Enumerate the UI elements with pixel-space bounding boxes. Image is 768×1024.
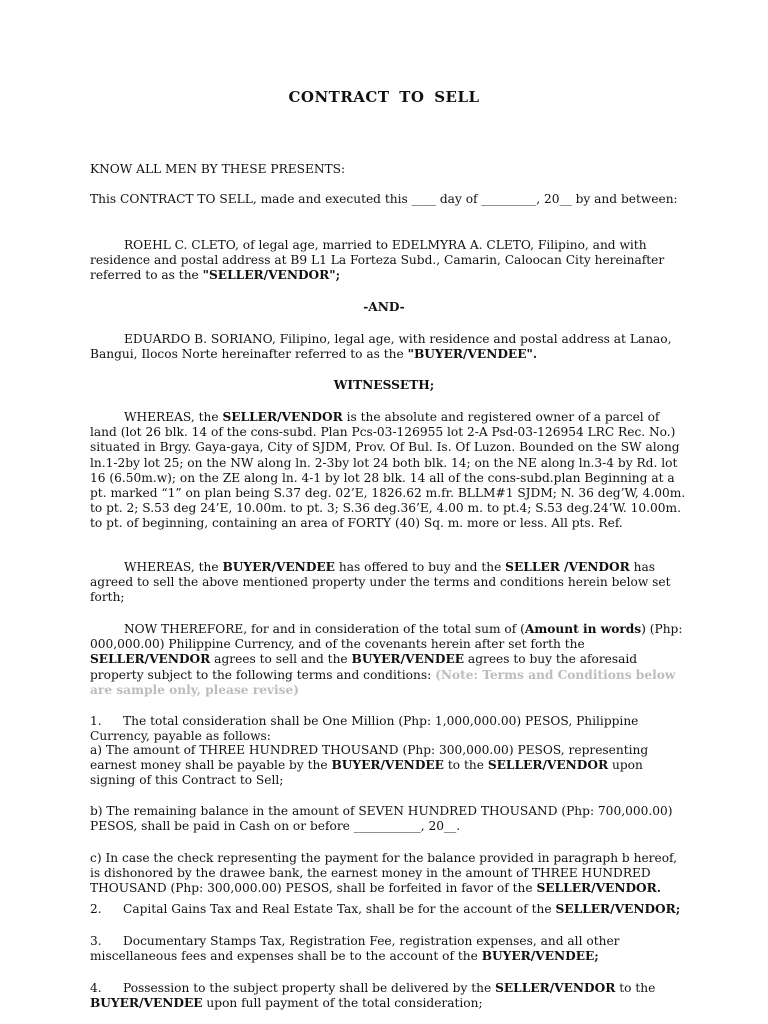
- whereas-offer-paragraph: WHEREAS, the BUYER/VENDEE has offered to buy and the SELLER /VENDOR has agreed to sell the above mentioned property under the terms and conditions herein below set forth;: [90, 560, 671, 605]
- term-1b: b) The remaining balance in the amount of SEVEN HUNDRED THOUSAND (Php: 700,000.00) PESOS, shall be paid in Cash on or before ___________, 20__.: [90, 804, 673, 834]
- witnesseth-heading: WITNESSETH;: [333, 378, 435, 392]
- now-therefore-paragraph: NOW THEREFORE, for and in consideration of the total sum of (Amount in words) (Php: 000,000.00) Philippine Currency, and of the covenants herein after set forth the SELLER/VENDOR agrees to sell and the BUYER/VENDEE agrees to buy the aforesaid property subject to the following terms and conditions: (Note: Terms and Conditions below are sample only, please revise): [90, 622, 683, 697]
- term-4: 4. Possession to the subject property shall be delivered by the SELLER/VENDOR to the BUYER/VENDEE upon full payment of the total consideration;: [90, 981, 656, 1011]
- term-1c: c) In case the check representing the payment for the balance provided in paragraph b hereof, is dishonored by the drawee bank, the earnest money in the amount of THREE HUNDRED THOUSAND (Php: 300,000.00) PESOS, shall be forfeited in favor of the SELLER/VENDOR.: [90, 851, 677, 896]
- term-3: 3. Documentary Stamps Tax, Registration Fee, registration expenses, and all other miscellaneous fees and expenses shall be to the account of the BUYER/VENDEE;: [90, 934, 620, 964]
- term-1: 1. The total consideration shall be One Million (Php: 1,000,000.00) PESOS, Philippine Currency, payable as follows:: [90, 714, 639, 744]
- whereas-ownership-paragraph: WHEREAS, the SELLER/VENDOR is the absolute and registered owner of a parcel of land (lot 26 blk. 14 of the cons-subd. Plan Pcs-03-126955 lot 2-A Psd-03-126954 LRC Rec. No.) situated in Brgy. Gaya-gaya, City of SJDM, Prov. Of Bul. Is. Of Luzon. Bounded on the SW along ln.1-2by lot 25; on the NW along ln. 2-3by lot 24 both blk. 14; on the NE along ln.3-4 by Rd. lot 16 (6.50m.w); on the ZE along ln. 4-1 by lot 28 blk. 14 all of the cons-subd.plan Beginning at a pt. marked “1” on plan being S.37 deg. 02’E, 1826.62 m.fr. BLLM#1 SJDM; N. 36 deg’W, 4.00m. to pt. 2; S.53 deg 24’E, 10.00m. to pt. 3; S.36 deg.36’E, 4.00 m. to pt.4; S.53 deg.24’W. 10.00m. to pt. of beginning, containing an area of FORTY (40) Sq. m. more or less. All pts. Ref.: [90, 410, 686, 531]
- seller-party-paragraph: ROEHL C. CLETO, of legal age, married to EDELMYRA A. CLETO, Filipino, and with residence and postal address at B9 L1 La Forteza Subd., Camarin, Caloocan City hereinafter referred to as the "SELLER/VENDOR";: [90, 238, 665, 283]
- seller-label: "SELLER/VENDOR";: [202, 268, 341, 283]
- document-title: CONTRACT TO SELL: [288, 88, 480, 106]
- intro-line: KNOW ALL MEN BY THESE PRESENTS:: [90, 162, 346, 176]
- revision-note: (Note: Terms and Conditions below are sample only, please revise): [90, 667, 676, 697]
- term-2: 2. Capital Gains Tax and Real Estate Tax, shall be for the account of the SELLER/VENDOR;: [90, 902, 681, 916]
- and-separator: -AND-: [363, 300, 405, 314]
- term-1a: a) The amount of THREE HUNDRED THOUSAND (Php: 300,000.00) PESOS, representing earnest money shall be payable by the BUYER/VENDEE to the SELLER/VENDOR upon signing of this Contract to Sell;: [90, 743, 649, 788]
- buyer-label: "BUYER/VENDEE".: [407, 347, 538, 362]
- opening-paragraph: This CONTRACT TO SELL, made and executed this ____ day of _________, 20__ by and between:: [90, 192, 678, 206]
- buyer-party-paragraph: EDUARDO B. SORIANO, Filipino, legal age, with residence and postal address at Lanao, Bangui, Ilocos Norte hereinafter referred to as the "BUYER/VENDEE".: [90, 332, 672, 362]
